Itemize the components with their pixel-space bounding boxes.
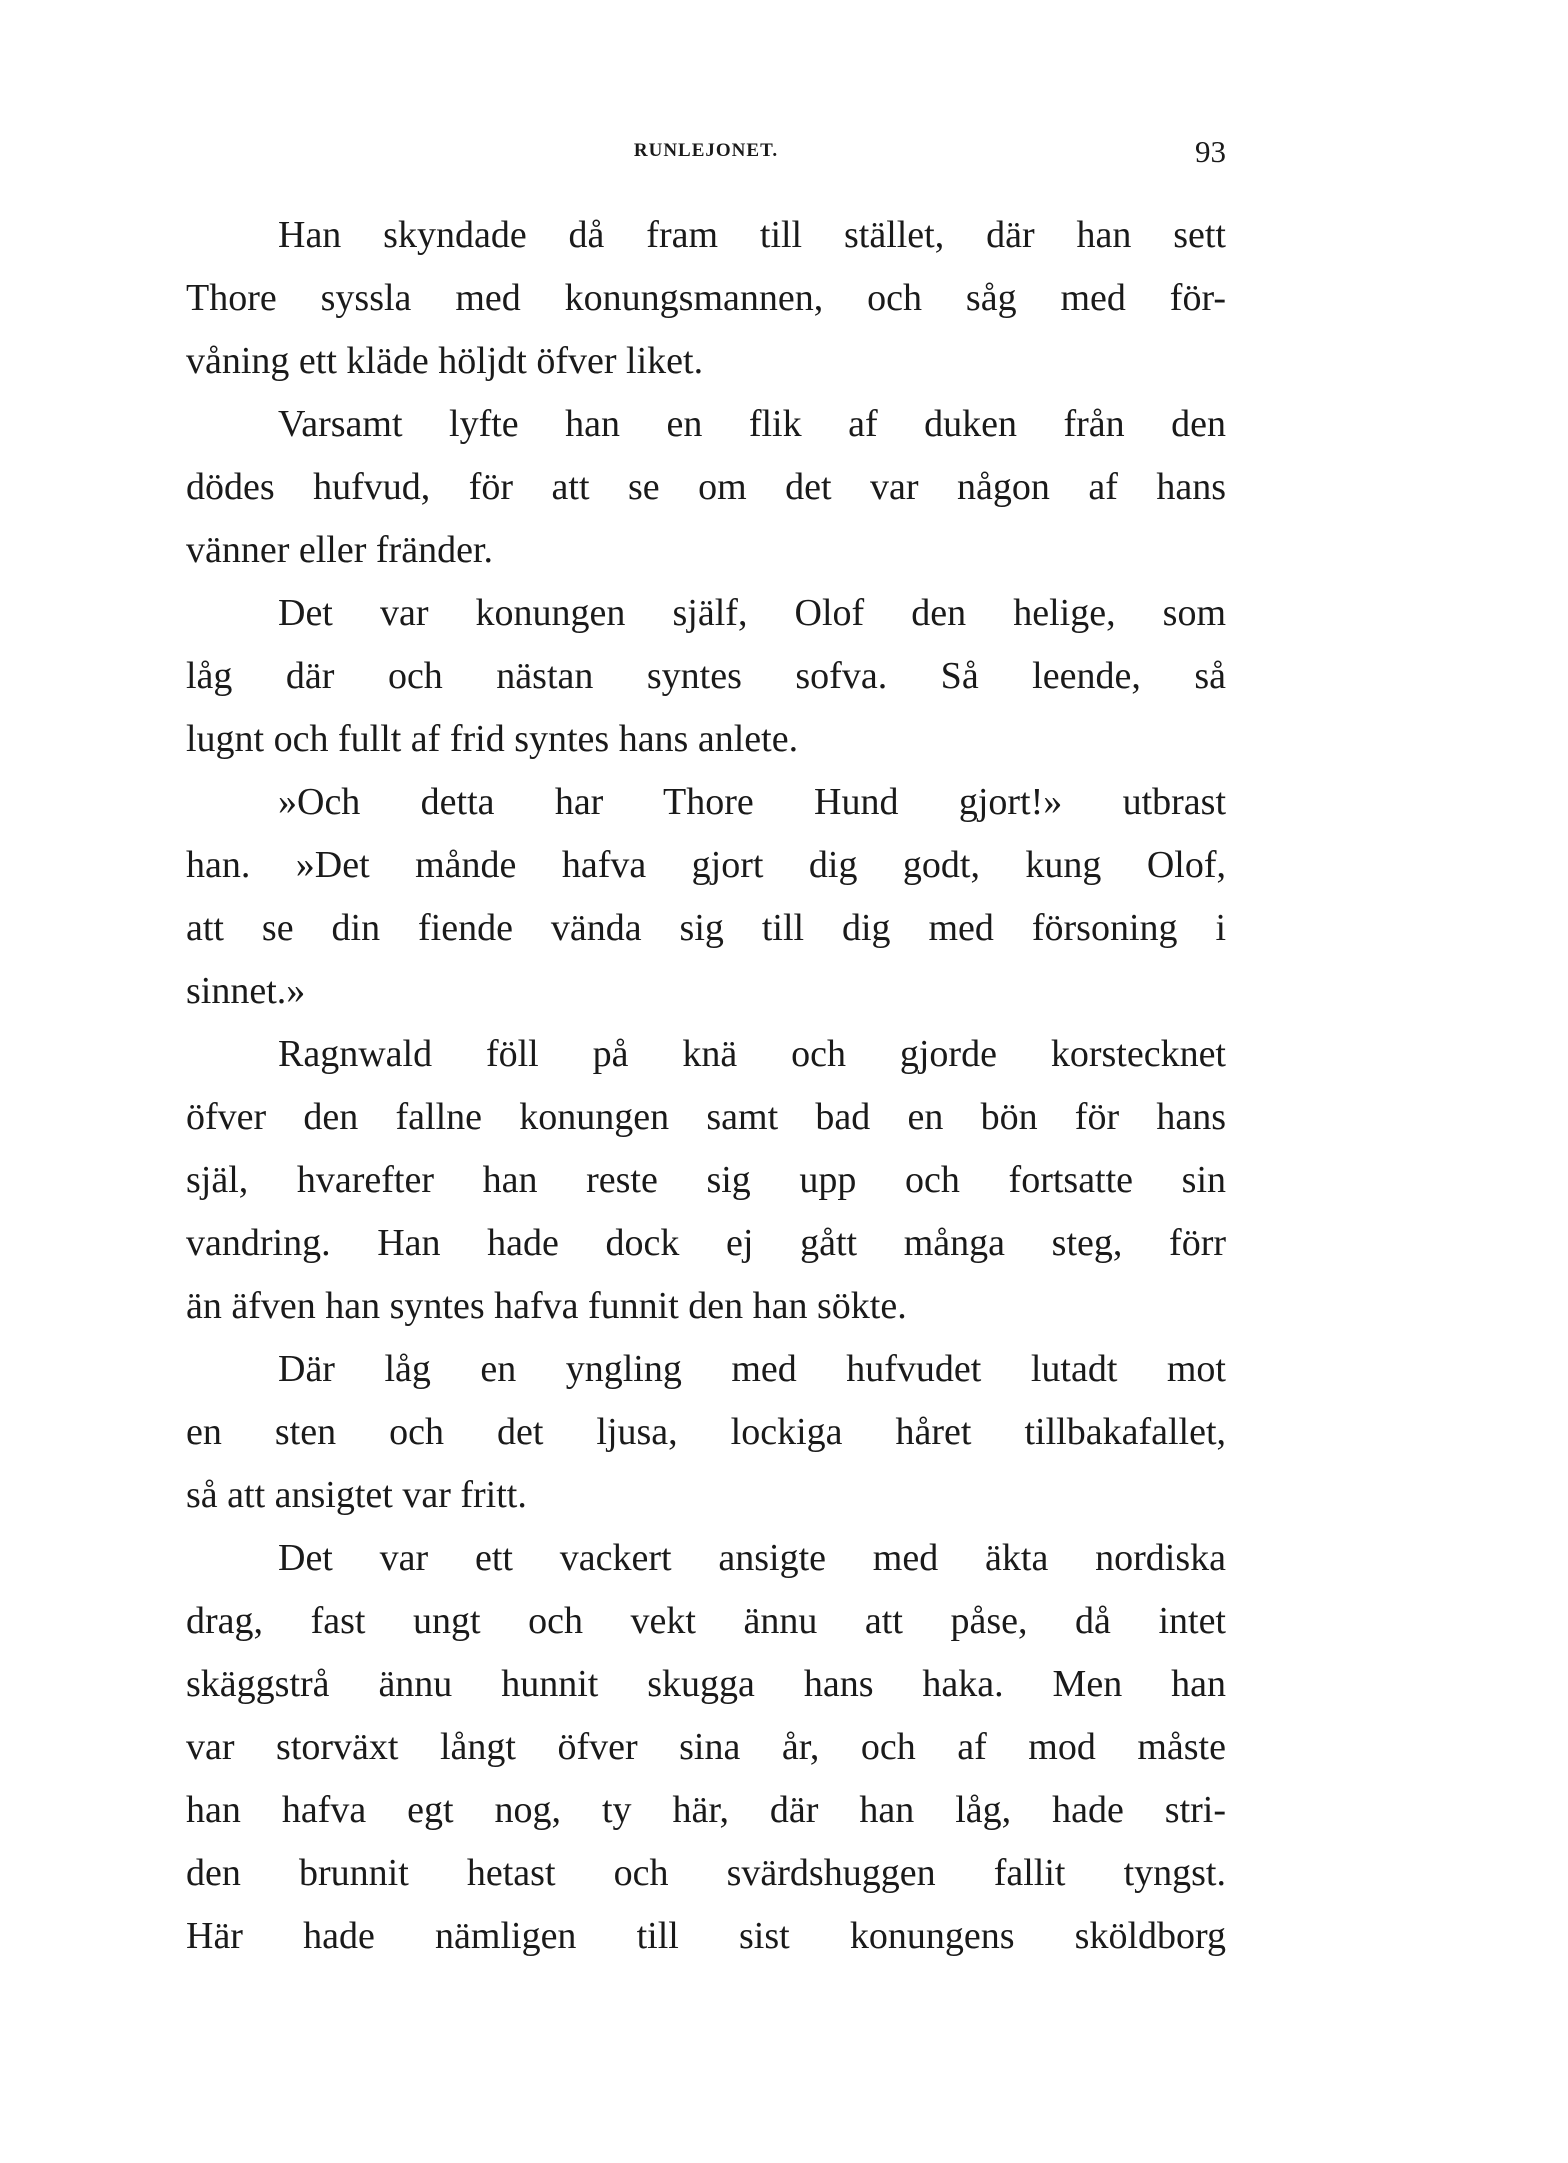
text-line: våning ett kläde höljdt öfver liket. bbox=[186, 340, 704, 382]
running-title: RUNLEJONET. bbox=[633, 140, 779, 161]
text-line: själ, hvarefter han reste sig upp och fortsatte sin bbox=[186, 1159, 1226, 1201]
text-line: vänner eller fränder. bbox=[186, 529, 493, 571]
running-head bbox=[186, 134, 1226, 180]
text-line: han. »Det månde hafva gjort dig godt, kung Olof, bbox=[186, 844, 1226, 886]
text-line: låg där och nästan syntes sofva. Så leende, så bbox=[186, 655, 1226, 697]
text-line: vandring. Han hade dock ej gått många steg, förr bbox=[186, 1222, 1226, 1264]
text-line: Thore syssla med konungsmannen, och såg med för- bbox=[186, 277, 1226, 319]
text-line: så att ansigtet var fritt. bbox=[186, 1474, 527, 1516]
text-line: Han skyndade då fram till stället, där han sett bbox=[278, 214, 1226, 256]
text-line: drag, fast ungt och vekt ännu att påse, då intet bbox=[186, 1600, 1226, 1642]
text-line: öfver den fallne konungen samt bad en bön för hans bbox=[186, 1096, 1226, 1138]
text-line: en sten och det ljusa, lockiga håret tillbakafallet, bbox=[186, 1411, 1226, 1453]
text-line: Det var konungen själf, Olof den helige, som bbox=[278, 592, 1226, 634]
text-line: Det var ett vackert ansigte med äkta nordiska bbox=[278, 1537, 1226, 1579]
text-line: Där låg en yngling med hufvudet lutadt mot bbox=[278, 1348, 1226, 1390]
text-line: skäggstrå ännu hunnit skugga hans haka. Men han bbox=[186, 1663, 1226, 1705]
text-line: lugnt och fullt af frid syntes hans anlete. bbox=[186, 718, 799, 760]
text-line: »Och detta har Thore Hund gjort!» utbrast bbox=[278, 781, 1226, 823]
text-line: än äfven han syntes hafva funnit den han sökte. bbox=[186, 1285, 907, 1327]
text-line: den brunnit hetast och svärdshuggen fallit tyngst. bbox=[186, 1852, 1226, 1894]
text-line: att se din fiende vända sig till dig med försoning i bbox=[186, 907, 1226, 949]
text-line: han hafva egt nog, ty här, där han låg, hade stri- bbox=[186, 1789, 1226, 1831]
text-line: Här hade nämligen till sist konungens sköldborg bbox=[186, 1915, 1226, 1957]
body-text bbox=[186, 204, 1226, 1968]
page-number: 93 bbox=[1195, 134, 1226, 169]
text-line: var storväxt långt öfver sina år, och af mod måste bbox=[186, 1726, 1226, 1768]
text-line: sinnet.» bbox=[186, 970, 306, 1012]
text-line: Ragnwald föll på knä och gjorde korstecknet bbox=[278, 1033, 1226, 1075]
text-line: Varsamt lyfte han en flik af duken från den bbox=[278, 403, 1226, 445]
text-line: dödes hufvud, för att se om det var någon af hans bbox=[186, 466, 1226, 508]
